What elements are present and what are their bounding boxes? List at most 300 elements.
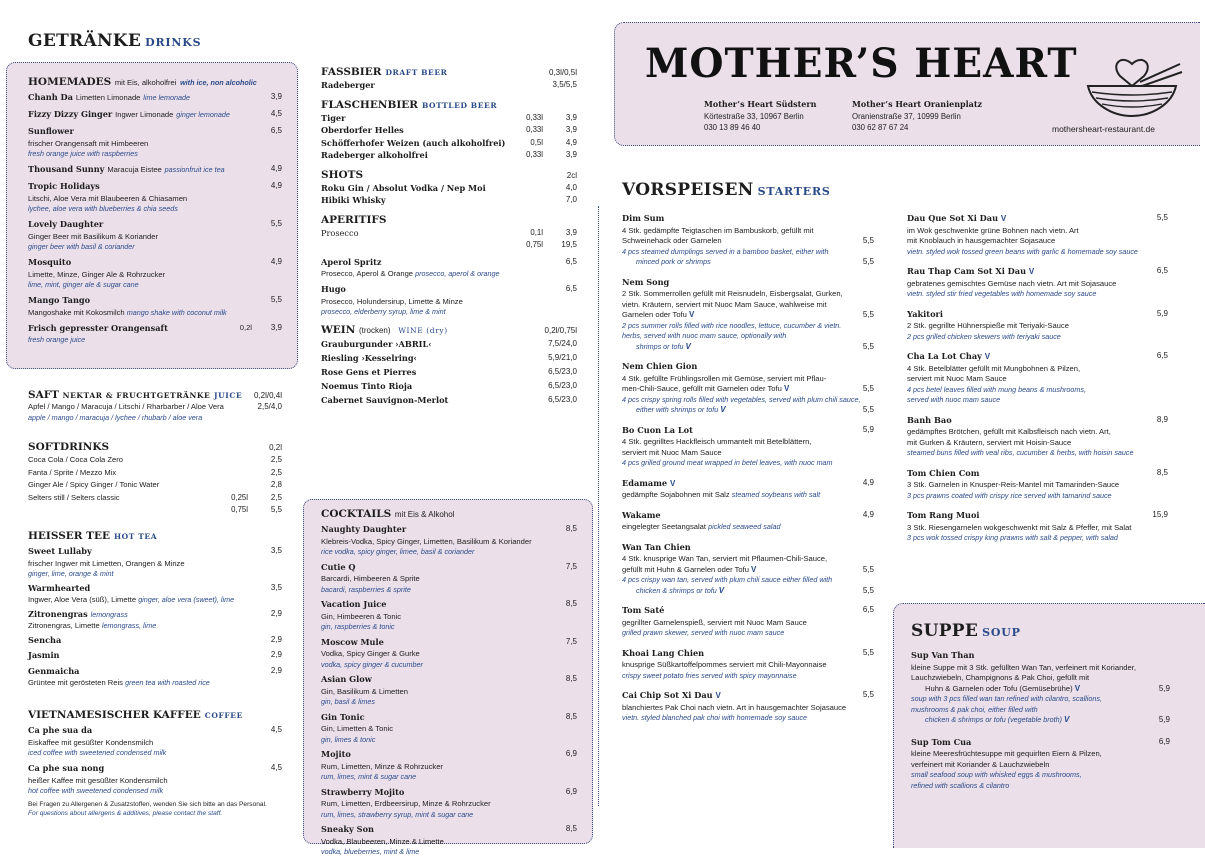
vegan-marker: V	[1028, 267, 1035, 276]
item-price: 2,9	[270, 665, 282, 675]
item-price: 8,5	[565, 524, 577, 533]
fassbier-title: FASSBIER DRAFT BEER 0,3l/0,5l	[321, 66, 577, 78]
dish-desc-en: steamed buns filled with veal ribs, cucumber & herbs, with hoisin sauce	[907, 448, 1134, 457]
item-desc-line	[28, 621, 282, 632]
vegan-marker: V	[751, 564, 757, 574]
dish-desc: 4 Stk. gedämpfte Teigtaschen im Bambuskorb, gefüllt mit	[622, 225, 814, 235]
dish-header	[907, 265, 1168, 279]
row-volume: 0,25l	[231, 492, 248, 502]
dish-desc: 2 Stk. Sommerrollen gefüllt mit Reisnudeln, Eisbergsalat, Gurken,	[622, 289, 843, 298]
soup-option-en	[911, 715, 1170, 726]
dish-desc-en: crispy sweet potato fries served with spicy mayonnaise	[622, 670, 797, 680]
item-header	[28, 665, 282, 679]
option-label-en: either with shrimps or tofu V	[636, 405, 726, 414]
dish-name: Rau Thap Cam Sot Xi Dau V	[907, 266, 1035, 276]
item-desc-en: bacardi, raspberries & sprite	[321, 584, 411, 594]
row-label: Riesling ›Kesselring‹	[321, 352, 417, 363]
dish-desc: 3 Stk. Riesengarnelen wokgeschwenkt mit Salz & Pfeffer, mit Salat	[907, 522, 1132, 532]
item-desc-line	[321, 649, 577, 660]
item-desc: Ingwer, Aloe Vera (süß), Limette	[28, 595, 137, 604]
option-price: 5,9	[1158, 683, 1170, 693]
item-desc-en: iced coffee with sweetened condensed milk	[28, 748, 167, 757]
dish-desc-line	[622, 374, 874, 385]
price-row	[321, 365, 577, 379]
item-header	[28, 649, 282, 663]
row-label: Oberdorfer Helles	[321, 125, 404, 135]
item-desc-line	[28, 194, 282, 205]
item-desc: Vodka, Spicy Ginger & Gurke	[321, 649, 420, 658]
row-label: Roku Gin / Absolut Vodka / Nep Moi	[321, 182, 486, 193]
item-name: Ca phe sua da	[28, 725, 93, 735]
item-desc: Gin, Himbeeren & Tonic	[321, 611, 402, 621]
item-desc-line	[28, 678, 282, 689]
item-desc: Prosecco, Holundersirup, Limette & Minze	[321, 296, 463, 306]
item-header	[321, 561, 577, 575]
item-desc-en: fresh orange juice with raspberries	[28, 149, 138, 158]
item-desc-en: rum, limes, strawberry syrup, mint & sugar cane	[321, 809, 474, 819]
vegan-marker: V	[715, 691, 721, 700]
shots-title: SHOTS 2cl	[321, 168, 577, 181]
dish-desc: gegrillter Garnelenspieß, serviert mit Nuoc Mam Sauce	[622, 617, 807, 627]
item-name: Fizzy Dizzy Ginger	[28, 109, 113, 119]
item-price: 3,9	[270, 322, 282, 332]
dish-name: Cai Chip Sot Xi Dau V	[622, 690, 721, 700]
dish-desc-en: 4 pcs crispy wan tan, served with plum chili sauce either filled with	[622, 575, 833, 584]
vegan-marker: V	[1074, 683, 1081, 693]
row-label: Schöfferhofer Weizen (auch alkoholfrei)	[321, 137, 506, 148]
dish-price: 6,5	[862, 605, 874, 614]
item-header	[28, 294, 282, 308]
vegan-marker: V	[688, 310, 695, 319]
row-price: 2,5	[270, 455, 282, 464]
item-desc: Barcardi, Himbeeren & Sprite	[321, 574, 420, 583]
dish-desc-en: 3 pcs prawns coated with crispy rice served with tamarind sauce	[907, 490, 1112, 500]
item-tag: lemongrass	[90, 609, 128, 619]
item-price: 2,9	[270, 608, 282, 618]
softdrinks-section	[28, 441, 282, 517]
dish-desc-line	[622, 300, 874, 311]
starters-right	[907, 212, 1168, 552]
menu-item	[321, 523, 577, 558]
item-header	[321, 711, 577, 725]
dish-name: Dim Sum	[622, 213, 665, 223]
dish-desc-line	[907, 321, 1168, 332]
item-header	[321, 256, 577, 270]
item-desc-en: lime, mint, ginger ale & sugar cane	[28, 280, 139, 289]
row-label: Hibiki Whisky	[321, 195, 386, 205]
dish-desc-en: 4 pcs grilled ground meat wrapped in betel leaves, with nuoc mam	[622, 458, 833, 467]
dish-desc-line	[907, 279, 1168, 290]
item-price: 3,5	[270, 546, 282, 555]
dish-desc: im Wok geschwenkte grüne Bohnen nach vietn. Art	[907, 225, 1079, 235]
dish-name: Wan Tan Chien	[622, 541, 691, 552]
cocktails-title: COCKTAILS mit Eis & Alkohol	[321, 508, 455, 520]
item-name: Genmaicha	[28, 665, 80, 676]
item-desc: Grüntee mit gerösteten Reis	[28, 678, 123, 687]
item-name: Sencha	[28, 634, 62, 645]
price-row	[321, 393, 577, 407]
item-name: Aperol Spritz	[321, 256, 382, 267]
dish-desc-line	[622, 490, 874, 501]
item-desc-line	[28, 308, 282, 319]
beer-section	[321, 66, 577, 407]
soup-price: 6,9	[1158, 736, 1170, 746]
row-price: 3,9	[565, 150, 577, 159]
item-desc-en: prosecco, aperol & orange	[415, 269, 500, 278]
dish-desc-en: 3 pcs wok tossed crispy king prawns with salt & pepper, with salad	[907, 533, 1118, 542]
dish-desc-line	[622, 660, 874, 671]
dish-option	[622, 236, 874, 247]
soup-desc-en: small seafood soup with whisked eggs & mushrooms,	[911, 770, 1082, 779]
dish-desc-line	[622, 384, 874, 395]
dish-item	[622, 424, 874, 469]
dish-header	[622, 509, 874, 523]
dish-item	[907, 212, 1168, 257]
item-header	[321, 786, 577, 800]
dish-name: Edamame V	[622, 477, 676, 488]
kaffee-title: VIETNAMESISCHER KAFFEE COFFEE	[28, 709, 243, 721]
item-desc-en: prosecco, elderberry syrup, lime & mint	[321, 307, 446, 316]
item-name: Sneaky Son	[321, 824, 374, 834]
item-price: 4,5	[270, 725, 282, 734]
saft-section: SAFT NEKTAR & FRUCHTGETRÄNKE JUICE 0,2l/0,4l Apfel / Mango / Maracuja / Litschi / Rharbarber / Aloe Vera 2,5/4,0 apple / mango / maracuja / lychee / rhubarb / aloe vera	[28, 389, 282, 422]
saft-title: SAFT NEKTAR & FRUCHTGETRÄNKE JUICE 0,2l/0,4l	[28, 389, 282, 401]
dish-desc-line	[907, 427, 1168, 438]
menu-item	[28, 218, 282, 253]
soup-name: Sup Van Than	[911, 650, 975, 660]
item-desc-en: mango shake with coconut milk	[126, 307, 227, 317]
item-desc-line	[321, 537, 577, 548]
item-price: 7,5	[565, 636, 577, 646]
dish-item	[622, 360, 874, 416]
menu-item	[321, 673, 577, 708]
dish-price: 8,5	[1156, 467, 1168, 477]
item-price: 8,5	[565, 824, 577, 833]
item-desc-en: ginger, lime, orange & mint	[28, 569, 114, 578]
item-name: Mojito	[321, 749, 351, 759]
item-name: Jasmin	[28, 650, 60, 660]
row-price: 2,8	[270, 480, 282, 489]
item-desc-en: gin, limes & tonic	[321, 734, 376, 744]
menu-item	[321, 561, 577, 596]
dish-header	[907, 467, 1168, 481]
dish-desc-en: herbs, served with nuoc mam sauce, optionally with	[622, 331, 787, 340]
dish-desc: mit Gurken & Kräutern, serviert mit Hoisin-Sauce	[907, 437, 1072, 447]
item-header	[28, 762, 282, 776]
dish-header	[622, 541, 874, 555]
row-price: 7,0	[565, 195, 577, 204]
option-label-en: shrimps or tofu V	[636, 341, 691, 351]
vegan-marker: V	[783, 384, 790, 393]
row-volume: 0,75l	[231, 505, 248, 514]
dish-price: 4,9	[862, 477, 874, 487]
soup-desc: Lauchzwiebeln, Champignons & Pak Choi, gefüllt mit	[911, 673, 1090, 682]
item-name: Mosquito	[28, 257, 72, 267]
item-name: Vacation Juice	[321, 599, 387, 609]
aperitifs-title: APERITIFS	[321, 213, 387, 226]
dish-desc: vietn. Kräutern, serviert mit Nuoc Mam Sauce, wahlweise mit	[622, 299, 827, 309]
dish-desc: 2 Stk. gegrillte Hühnerspieße mit Teriyaki-Sauce	[907, 321, 1069, 330]
item-name: Warmhearted	[28, 582, 91, 593]
menu-item	[28, 665, 282, 689]
item-desc: Ingwer Limonade	[115, 110, 174, 119]
dish-desc: gedämpftes Brötchen, gefüllt mit Kalbsfleisch nach vietn. Art,	[907, 427, 1111, 436]
dish-desc-line	[907, 438, 1168, 449]
dish-desc: men-Chili-Sauce, gefüllt mit Garnelen oder Tofu V	[622, 384, 790, 393]
item-desc: Mangoshake mit Kokosmilch	[28, 307, 125, 317]
dish-header	[622, 689, 874, 703]
item-desc: Rum, Limetten, Minze & Rohrzucker	[321, 761, 443, 771]
menu-item	[28, 125, 282, 160]
drinks-title: GETRÄNKE DRINKS	[28, 31, 202, 51]
dish-desc-en: pickled seaweed salad	[708, 522, 781, 531]
dish-desc-en: 2 pcs summer rolls filled with rice noodles, lettuce, cucumber & vietn.	[622, 320, 842, 330]
item-name: Chanh Da	[28, 92, 73, 102]
item-header	[321, 748, 577, 762]
soup-header	[911, 736, 1170, 750]
item-price: 3,9	[270, 92, 282, 101]
website-link[interactable]: mothersheart-restaurant.de	[1052, 124, 1155, 134]
dish-desc-en: grilled prawn skewer, served with nuoc mam sauce	[622, 628, 785, 637]
dish-option-en	[622, 342, 874, 353]
item-header	[28, 545, 282, 559]
dish-price: 6,5	[1156, 266, 1168, 275]
location-1: Mother’s Heart Südstern Körtestraße 33, 10967 Berlin 030 13 89 46 40	[704, 99, 817, 132]
item-name: Sweet Lullaby	[28, 546, 92, 556]
dish-desc-en: steamed soybeans with salt	[731, 490, 821, 499]
dish-item	[622, 689, 874, 724]
vegan-marker: V	[669, 478, 676, 488]
row-volume: 0,33l	[526, 125, 543, 134]
item-desc-en: lemongrass, lime	[101, 621, 157, 630]
menu-item	[28, 108, 282, 122]
flaschenbier-title: FLASCHENBIER BOTTLED BEER	[321, 98, 498, 111]
item-desc-line	[321, 574, 577, 585]
option-price: 5,5	[862, 585, 874, 595]
dish-desc: blanchiertes Pak Choi nach vietn. Art in hausgemachter Sojasauce	[622, 702, 847, 712]
menu-item	[321, 283, 577, 318]
dish-header	[907, 212, 1168, 226]
dish-header	[622, 604, 874, 618]
price-row	[321, 112, 577, 125]
dish-name: Tom Rang Muoi	[907, 510, 980, 520]
item-desc: Ginger Beer mit Basilikum & Koriander	[28, 231, 158, 241]
dish-option-en	[622, 257, 874, 268]
price-row	[321, 379, 577, 393]
option-price: 5,5	[862, 236, 874, 245]
dish-header	[907, 414, 1168, 428]
item-desc: Gin, Basilikum & Limetten	[321, 686, 408, 696]
row-price: 6,5/23,0	[548, 366, 577, 376]
dish-desc: 4 Stk. gefüllte Frühlingsrollen mit Gemüse, serviert mit Pflau-	[622, 373, 827, 383]
dish-item	[622, 276, 874, 353]
soup-title: SUPPE SOUP	[911, 621, 1021, 641]
item-price: 8,5	[565, 599, 577, 608]
dish-desc-en: 4 pcs steamed dumplings served in a bamboo basket, either with	[622, 246, 829, 256]
item-header	[28, 163, 282, 177]
item-name: Frisch gepresster Orangensaft	[28, 322, 168, 333]
soup-desc-en: soup with 3 pcs filled wan tan refined with cilantro, scallions,	[911, 694, 1102, 703]
soup-desc-en: mushrooms & pak choi, either filled with	[911, 704, 1038, 714]
allergen-note: Bei Fragen zu Allergenen & Zusatzstoffen, wenden Sie sich bitte an das Personal. For questions about allergens & additives, please contact the staff.	[28, 801, 267, 817]
option-label-en: chicken & shrimps or tofu (vegetable broth) V	[925, 715, 1070, 724]
dish-item	[622, 509, 874, 533]
starters-title: VORSPEISEN STARTERS	[622, 180, 831, 200]
row-label: Rose Gens et Pierres	[321, 366, 417, 377]
soup-section	[911, 649, 1170, 801]
dish-desc-line	[622, 289, 874, 300]
dish-item	[907, 350, 1168, 406]
dish-desc: serviert mit Nuoc Mam Sauce	[622, 447, 722, 457]
item-desc-en: passionfruit ice tea	[164, 165, 225, 174]
dish-desc-line	[907, 480, 1168, 491]
item-desc-en: ginger lemonade	[176, 110, 230, 119]
item-desc: Klebreis-Vodka, Spicy Ginger, Limetten, Basilikum & Koriander	[321, 536, 532, 546]
row-volume: 0,5l	[530, 137, 543, 147]
item-header	[28, 218, 282, 232]
dish-item	[907, 308, 1168, 343]
row-price: 4,9	[565, 137, 577, 147]
item-desc-en: gin, raspberries & tonic	[321, 622, 395, 631]
item-price: 4,5	[270, 109, 282, 118]
price-row	[321, 137, 577, 150]
dish-desc-en: vietn. styled wok tossed green beans with garlic & homemade soy sauce	[907, 246, 1138, 256]
option-label-en: chicken & shrimps or tofu V	[636, 585, 725, 595]
item-header	[28, 256, 282, 270]
dish-desc-line	[907, 364, 1168, 375]
option-label-en: minced pork or shrimps	[636, 257, 711, 266]
price-row	[28, 479, 282, 492]
homemades-title: HOMEMADES mit Eis, alkoholfrei with ice, non alcoholic	[28, 76, 257, 88]
item-desc: Prosecco, Aperol & Orange	[321, 269, 414, 278]
dish-desc-line	[622, 703, 874, 714]
item-desc: Zitronengras, Limette	[28, 621, 100, 630]
dish-desc: mit Knoblauch in hausgemachter Sojasauce	[907, 236, 1056, 245]
item-desc-en: vodka, blueberries, mint & lime	[321, 847, 420, 856]
menu-item	[28, 163, 282, 177]
price-row	[321, 149, 577, 162]
item-desc-en: rum, limes, mint & sugar cane	[321, 772, 417, 781]
row-label: Radeberger alkoholfrei	[321, 150, 428, 160]
item-price: 3,5	[270, 582, 282, 592]
item-name: Ca phe sua nong	[28, 763, 105, 773]
soup-desc-en: refined with scallions & cilantro	[911, 780, 1010, 790]
item-name: Naughty Daughter	[321, 524, 407, 534]
item-desc-line	[321, 724, 577, 735]
item-desc-en: ginger, aloe vera (sweet), lime	[138, 595, 235, 604]
item-price: 4,9	[270, 257, 282, 266]
row-label: Radeberger	[321, 80, 375, 90]
item-desc: Vodka, Blaubeeren, Minze & Limette	[321, 836, 444, 846]
dish-desc-line	[907, 236, 1168, 247]
dish-desc-line	[622, 618, 874, 629]
homemades-section	[28, 76, 282, 349]
vegan-marker: V	[685, 341, 691, 351]
row-price: 4,0	[565, 182, 577, 192]
price-row	[321, 182, 577, 195]
price-row	[321, 194, 577, 207]
prosecco-row: Prosecco 0,1l 3,9	[321, 227, 577, 238]
dish-desc-line	[622, 554, 874, 565]
menu-item	[321, 786, 577, 821]
cocktails-section	[321, 508, 577, 861]
price-row	[28, 454, 282, 467]
row-price: 2,5	[270, 467, 282, 477]
item-name: Hugo	[321, 284, 346, 294]
item-name: Thousand Sunny	[28, 164, 105, 174]
dish-desc-en: vietn. styled stir fried vegetables with homemade soy sauce	[907, 289, 1097, 298]
item-desc: Rum, Limetten, Erdbeersirup, Minze & Rohrzucker	[321, 799, 491, 808]
tee-section	[28, 530, 282, 691]
item-desc-line	[28, 776, 282, 787]
dish-header	[622, 424, 874, 438]
dish-desc-en: vietn. styled blanched pak choi with homemade soy sauce	[622, 713, 807, 722]
dish-desc-en: served with nuoc mam sauce	[907, 395, 1001, 404]
item-price: 2,9	[270, 634, 282, 644]
dish-header	[907, 308, 1168, 322]
item-name: Asian Glow	[321, 674, 372, 684]
dish-desc: 3 Stk. Garnelen in Knusper-Reis-Mantel mit Tamarinden-Sauce	[907, 480, 1120, 489]
menu-item	[321, 636, 577, 671]
dish-desc-en: 2 pcs grilled chicken skewers with teriyaki sauce	[907, 331, 1061, 341]
row-price: 6,5/23,0	[548, 381, 577, 391]
item-name: Moscow Mule	[321, 636, 384, 647]
dish-header	[622, 360, 874, 374]
dish-name: Yakitori	[907, 308, 943, 319]
item-desc: Limetten Limonade	[75, 93, 141, 102]
item-name: Mango Tango	[28, 295, 91, 305]
menu-item	[28, 724, 282, 759]
item-name: Zitronengras	[28, 608, 88, 619]
menu-item	[28, 322, 282, 346]
menu-item	[28, 256, 282, 291]
menu-item	[28, 294, 282, 318]
item-price: 6,5	[565, 284, 577, 293]
wein-title: WEIN (trocken) WINE (dry) 0,2l/0,75l	[321, 323, 577, 336]
dish-name: Tom Saté	[622, 605, 665, 615]
dish-desc-line	[907, 226, 1168, 237]
dish-name: Wakame	[622, 509, 661, 520]
item-price: 4,9	[270, 181, 282, 190]
item-header	[321, 523, 577, 537]
item-price: 4,5	[270, 763, 282, 772]
dish-item	[907, 414, 1168, 459]
option-label: Huhn & Garnelen oder Tofu (Gemüsebrühe) V	[925, 683, 1081, 693]
dish-price: 5,5	[862, 564, 874, 574]
item-desc-line	[28, 232, 282, 243]
logo-text: MOTHER’S HEART	[645, 40, 1078, 87]
item-desc: heißer Kaffee mit gesüßter Kondensmilch	[28, 775, 168, 785]
item-desc-en: fresh orange juice	[28, 335, 86, 344]
item-price: 5,5	[270, 295, 282, 304]
noodle-bowl-heart-icon	[1080, 46, 1184, 118]
row-label: Coca Cola / Coca Cola Zero	[28, 455, 123, 464]
menu-item	[28, 634, 282, 648]
menu-item	[321, 711, 577, 746]
item-desc-line	[321, 837, 577, 848]
item-desc-line	[321, 687, 577, 698]
item-desc-line	[321, 612, 577, 623]
item-desc: Gin, Limetten & Tonic	[321, 724, 394, 733]
dish-desc-line	[907, 523, 1168, 534]
menu-item	[321, 598, 577, 633]
item-desc: Limette, Minze, Ginger Ale & Rohrzucker	[28, 269, 166, 279]
item-price: 8,5	[565, 674, 577, 683]
price-row	[321, 351, 577, 365]
soup-item	[911, 736, 1170, 792]
row-label: Fanta / Sprite / Mezzo Mix	[28, 467, 117, 477]
item-desc-line	[321, 799, 577, 810]
